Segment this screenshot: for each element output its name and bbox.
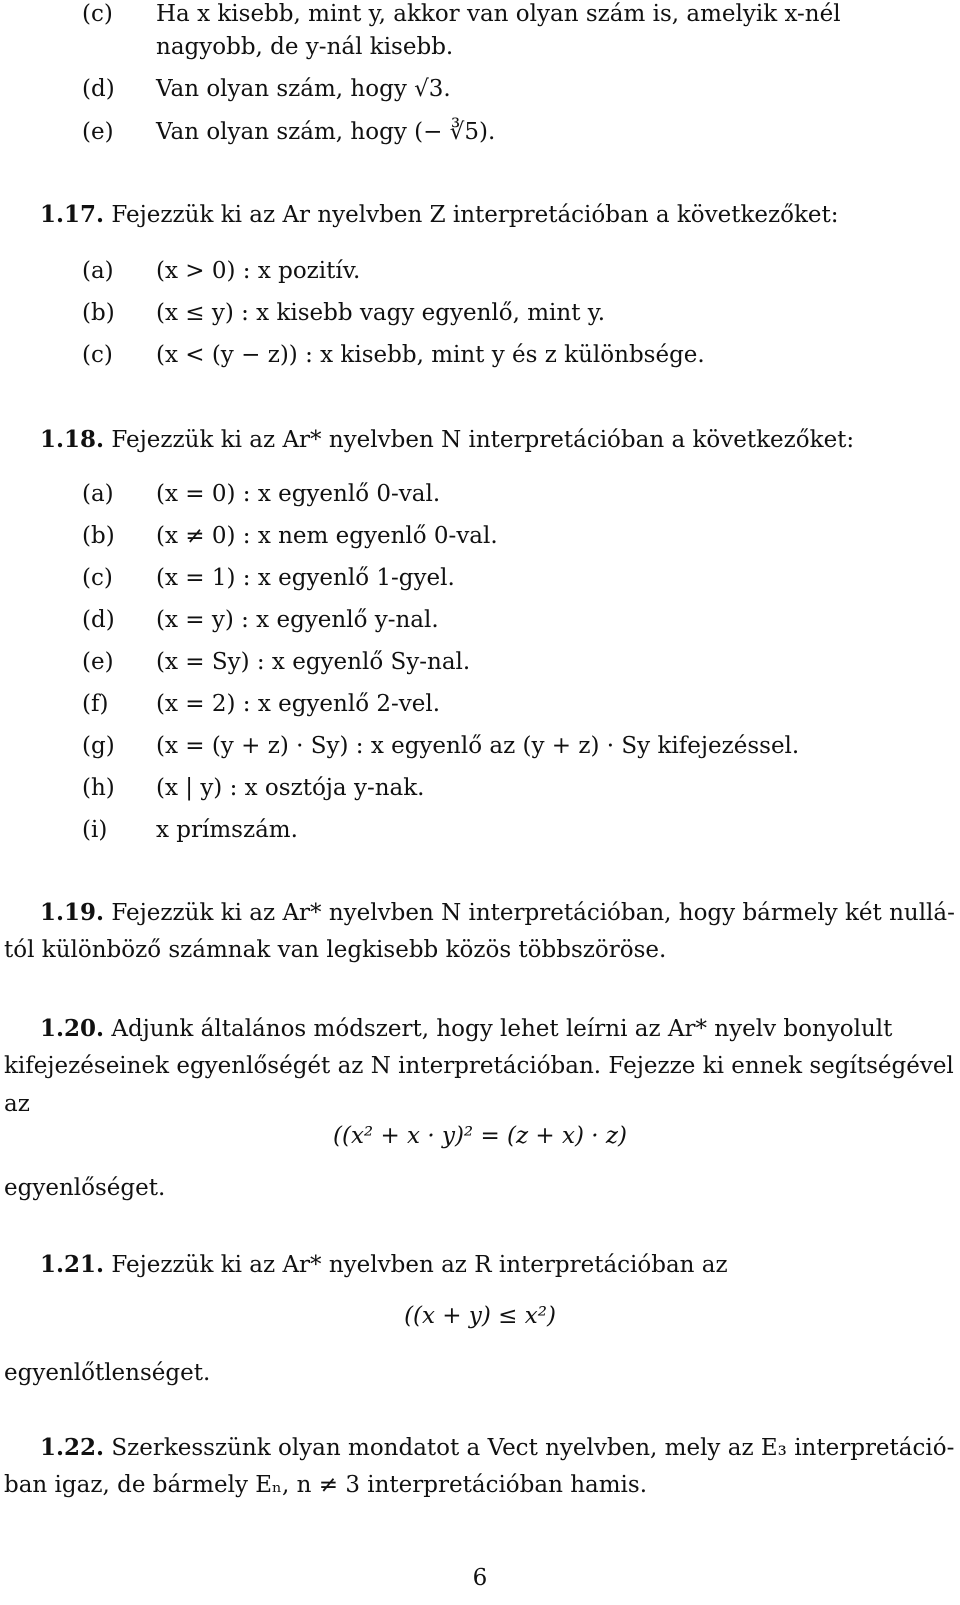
item-label: (d)	[82, 607, 115, 633]
item-text: Van olyan szám, hogy (− ∛5).	[156, 119, 496, 145]
problem-text: Szerkesszünk olyan mondatot a Vect nyelvben, mely az E₃ interpretáció-	[111, 1435, 955, 1461]
formula-1-20	[0, 1122, 960, 1152]
item-label: (i)	[82, 817, 108, 843]
item-label: (b)	[82, 523, 115, 549]
item-label: (b)	[82, 300, 115, 326]
item-1-18-b	[82, 522, 498, 552]
problem-number: 1.17.	[40, 201, 105, 228]
problem-1-20-cont	[4, 1052, 954, 1082]
item-text: (x > 0) : x pozitív.	[156, 258, 361, 284]
problem-number: 1.22.	[40, 1434, 105, 1461]
item-text: (x = 2) : x egyenlő 2-vel.	[156, 691, 441, 717]
item-label: (a)	[82, 258, 114, 284]
item-1-17-b	[82, 299, 605, 329]
item-text: nagyobb, de y-nál kisebb.	[156, 34, 454, 60]
problem-text: Fejezzük ki az Ar nyelvben Z interpretációban a következőket:	[111, 202, 839, 228]
item-text: (x = 1) : x egyenlő 1-gyel.	[156, 565, 455, 591]
item-1-18-d	[82, 606, 439, 636]
item-text: (x = 0) : x egyenlő 0-val.	[156, 481, 441, 507]
item-1-18-a	[82, 480, 440, 510]
item-text: (x < (y − z)) : x kisebb, mint y és z különbsége.	[156, 342, 705, 368]
problem-1-20	[40, 1014, 892, 1045]
item-1-17-c	[82, 341, 705, 371]
problem-text: kifejezéseinek egyenlőségét az N interpretációban. Fejezze ki ennek segítségével	[4, 1053, 954, 1079]
problem-1-20-cont2	[4, 1090, 30, 1120]
problem-number: 1.21.	[40, 1251, 105, 1278]
problem-number: 1.20.	[40, 1015, 105, 1042]
item-text: Ha x kisebb, mint y, akkor van olyan szám is, amelyik x-nél	[156, 1, 841, 27]
item-text: (x = Sy) : x egyenlő Sy-nal.	[156, 649, 471, 675]
item-1-18-g	[82, 732, 799, 762]
item-text: (x ≠ 0) : x nem egyenlő 0-val.	[156, 523, 498, 549]
item-1-16-d	[82, 75, 451, 105]
item-text: (x = (y + z) · Sy) : x egyenlő az (y + z) · Sy kifejezéssel.	[156, 733, 800, 759]
problem-1-17	[40, 200, 839, 231]
problem-text: egyenlőtlenséget.	[4, 1360, 211, 1386]
problem-text: az	[4, 1091, 30, 1117]
item-1-18-c	[82, 564, 455, 594]
item-label: (g)	[82, 733, 115, 759]
page-number-text: 6	[472, 1565, 488, 1591]
item-1-16-c-cont	[82, 33, 453, 63]
problem-1-22	[40, 1433, 954, 1464]
problem-text: Fejezzük ki az Ar* nyelvben N interpretációban a következőket:	[111, 427, 855, 453]
item-label: (c)	[82, 342, 113, 368]
problem-text: Adjunk általános módszert, hogy lehet leírni az Ar* nyelv bonyolult	[111, 1016, 893, 1042]
formula-1-21	[0, 1302, 960, 1332]
problem-1-20-after	[4, 1174, 165, 1204]
item-label: (e)	[82, 649, 114, 675]
item-1-17-a	[82, 257, 360, 287]
item-1-18-f	[82, 690, 440, 720]
item-text: Van olyan szám, hogy √3.	[156, 76, 451, 102]
item-label: (d)	[82, 76, 115, 102]
problem-1-19-cont	[4, 936, 666, 966]
problem-1-18	[40, 425, 854, 456]
problem-text: Fejezzük ki az Ar* nyelvben az R interpretációban az	[111, 1252, 728, 1278]
item-1-16-c	[82, 0, 841, 30]
problem-text: ban igaz, de bármely Eₙ, n ≠ 3 interpretációban hamis.	[4, 1472, 648, 1498]
item-label: (e)	[82, 119, 114, 145]
item-label: (h)	[82, 775, 115, 801]
item-1-18-i	[82, 816, 298, 846]
item-1-18-h	[82, 774, 425, 804]
formula: ((x² + x · y)² = (z + x) · z)	[333, 1123, 627, 1149]
item-text: (x = y) : x egyenlő y-nal.	[156, 607, 439, 633]
problem-1-19	[40, 898, 955, 929]
problem-text: Fejezzük ki az Ar* nyelvben N interpretációban, hogy bármely két nullá-	[111, 900, 955, 926]
problem-text: tól különböző számnak van legkisebb közös többszöröse.	[4, 937, 667, 963]
item-text: (x | y) : x osztója y-nak.	[156, 775, 425, 801]
problem-1-22-cont	[4, 1471, 647, 1501]
page-number	[0, 1564, 960, 1594]
problem-text: egyenlőséget.	[4, 1175, 166, 1201]
problem-1-21-after	[4, 1359, 210, 1389]
formula: ((x + y) ≤ x²)	[404, 1303, 556, 1329]
item-label: (a)	[82, 481, 114, 507]
problem-number: 1.19.	[40, 899, 105, 926]
item-label: (f)	[82, 691, 109, 717]
item-text: x prímszám.	[156, 817, 298, 843]
item-1-16-e	[82, 118, 495, 148]
item-label: (c)	[82, 1, 113, 27]
item-text: (x ≤ y) : x kisebb vagy egyenlő, mint y.	[156, 300, 606, 326]
item-label: (c)	[82, 565, 113, 591]
item-1-18-e	[82, 648, 470, 678]
problem-1-21	[40, 1250, 728, 1281]
problem-number: 1.18.	[40, 426, 105, 453]
